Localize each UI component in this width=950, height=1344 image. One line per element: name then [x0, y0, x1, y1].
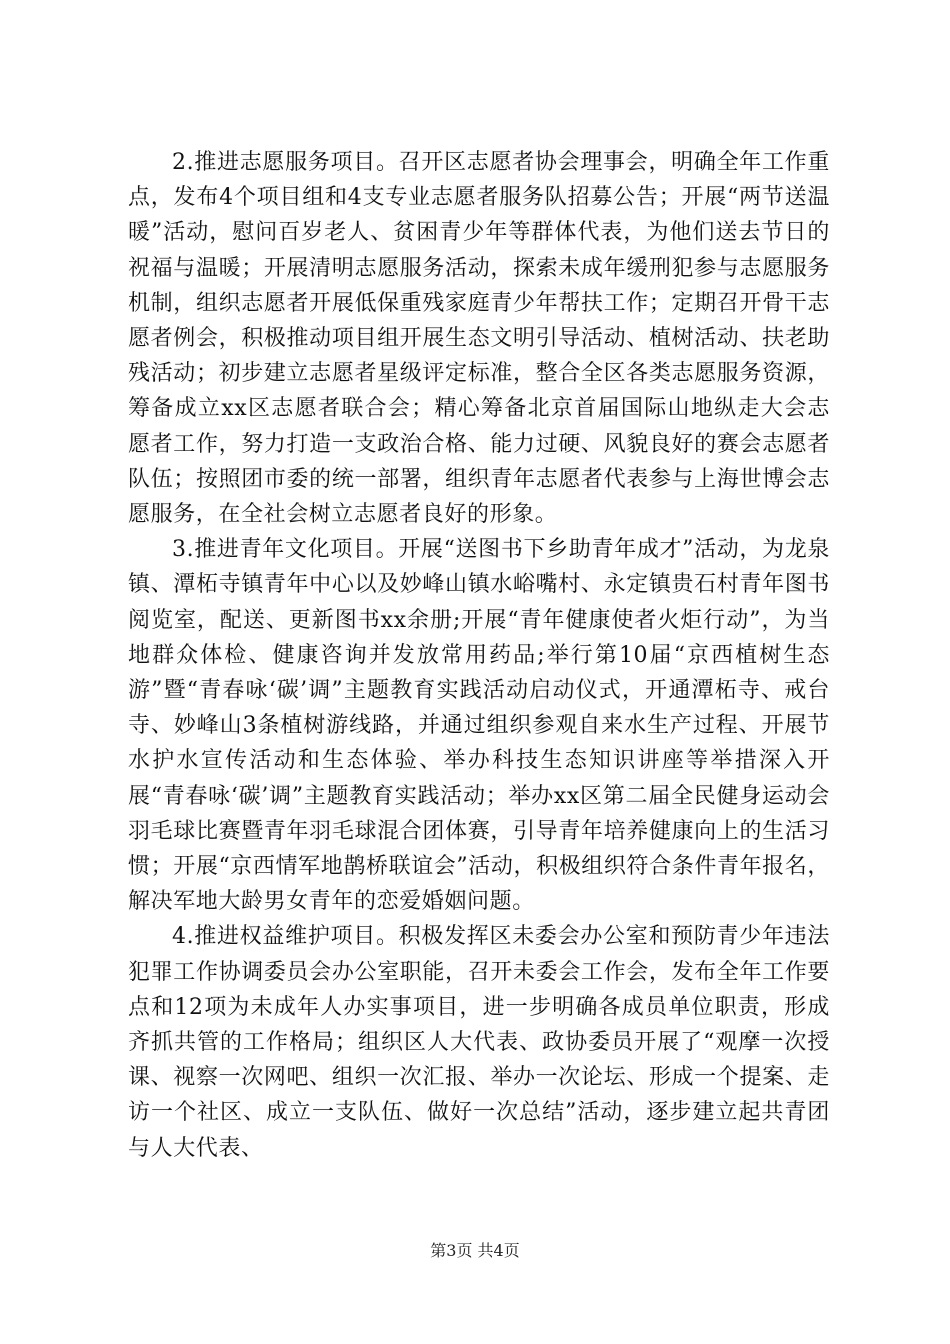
paragraph-volunteer-service: 2.推进志愿服务项目。召开区志愿者协会理事会，明确全年工作重点，发布4个项目组和4支专业志愿者服务队招募公告；开展“两节送温暖”活动，慰问百岁老人、贫困青少年等群体代表，为他们送去节日的祝福与温暖；开展清明志愿服务活动，探索未成年缓刑犯参与志愿服务机制，组织志愿者开展低保重残家庭青少年帮扶工作；定期召开骨干志愿者例会，积极推动项目组开展生态文明引导活动、植树活动、扶老助残活动；初步建立志愿者星级评定标准，整合全区各类志愿服务资源，筹备成立xx区志愿者联合会；精心筹备北京首届国际山地纵走大会志愿者工作，努力打造一支政治合格、能力过硬、风貌良好的赛会志愿者队伍；按照团市委的统一部署，组织青年志愿者代表参与上海世博会志愿服务，在全社会树立志愿者良好的形象。 — [128, 150, 830, 528]
paragraph-rights-protection: 4.推进权益维护项目。积极发挥区未委会办公室和预防青少年违法犯罪工作协调委员会办公室职能，召开未委会工作会，发布全年工作要点和12项为未成年人办实事项目，进一步明确各成员单位职责，形成齐抓共管的工作格局；组织区人大代表、政协委员开展了“观摩一次授课、视察一次网吧、组织一次汇报、举办一次论坛、形成一个提案、走访一个社区、成立一支队伍、做好一次总结”活动，逐步建立起共青团与人大代表、 — [128, 924, 830, 1161]
page-number-footer: 第3页 共4页 — [430, 1241, 520, 1260]
document-body — [128, 145, 830, 1166]
paragraph-youth-culture: 3.推进青年文化项目。开展“送图书下乡助青年成才”活动，为龙泉镇、潭柘寺镇青年中心以及妙峰山镇水峪嘴村、永定镇贵石村青年图书阅览室，配送、更新图书xx余册;开展“青年健康使者火炬行动”，为当地群众体检、健康咨询并发放常用药品;举行第10届“京西植树生态游”暨“青春咏‘碳’调”主题教育实践活动启动仪式，开通潭柘寺、戒台寺、妙峰山3条植树游线路，并通过组织参观自来水生产过程、开展节水护水宣传活动和生态体验、举办科技生态知识讲座等举措深入开展“青春咏‘碳’调”主题教育实践活动；举办xx区第二届全民健身运动会羽毛球比赛暨青年羽毛球混合团体赛，引导青年培养健康向上的生活习惯；开展“京西情军地鹊桥联谊会”活动，积极组织符合条件青年报名，解决军地大龄男女青年的恋爱婚姻问题。 — [128, 537, 830, 915]
